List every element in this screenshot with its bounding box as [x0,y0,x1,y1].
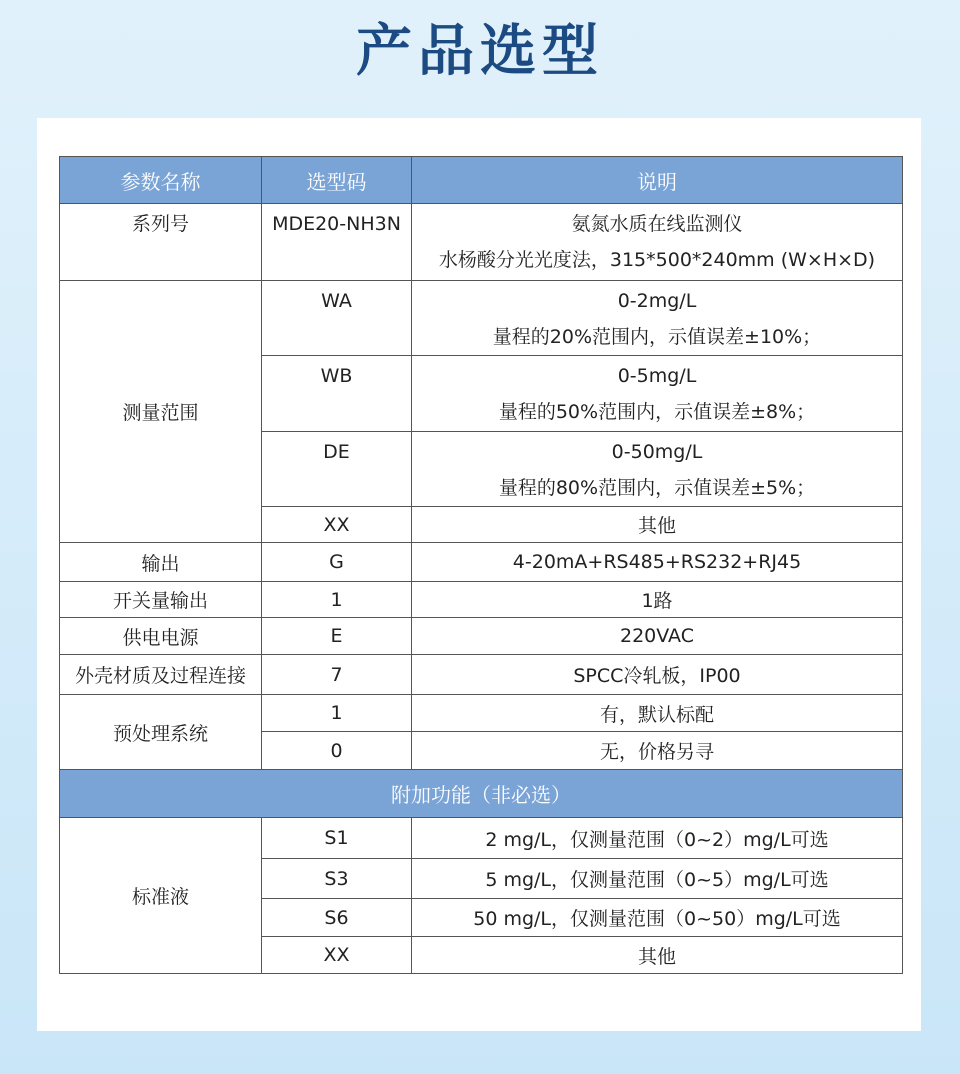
code-cell: S3 [262,859,412,899]
header-param: 参数名称 [60,157,262,204]
table-row [60,543,903,582]
code-cell: G [262,543,412,582]
desc-cell: 50 mg/L，仅测量范围（0~50）mg/L可选 [412,899,903,937]
param-name: 测量范围 [60,281,262,543]
header-desc: 说明 [412,157,903,204]
code-cell: 0 [262,732,412,770]
table-row [60,818,903,859]
code-cell: S6 [262,899,412,937]
code-cell: 7 [262,655,412,695]
param-name: 输出 [60,543,262,582]
desc-cell: 4-20mA+RS485+RS232+RJ45 [412,543,903,582]
param-name: 外壳材质及过程连接 [60,655,262,695]
table-row [60,618,903,655]
code-cell: S1 [262,818,412,859]
param-name: 标准液 [60,818,262,974]
table-row [60,655,903,695]
desc-cell: 5 mg/L，仅测量范围（0~5）mg/L可选 [412,859,903,899]
table-row [60,281,903,356]
code-cell: XX [262,937,412,974]
code-cell: MDE20-NH3N [262,204,412,281]
header-code: 选型码 [262,157,412,204]
code-cell: XX [262,507,412,543]
desc-cell: 220VAC [412,618,903,655]
table-row [60,582,903,618]
param-name: 供电电源 [60,618,262,655]
code-cell: DE [262,432,412,507]
code-cell: WB [262,356,412,432]
param-name: 开关量输出 [60,582,262,618]
code-cell: 1 [262,695,412,732]
desc-cell: 其他 [412,507,903,543]
desc-cell: 有，默认标配 [412,695,903,732]
desc-cell: 0-2mg/L 量程的20%范围内，示值误差±10%； [412,281,903,356]
code-cell: E [262,618,412,655]
desc-cell: 其他 [412,937,903,974]
desc-cell: 2 mg/L，仅测量范围（0~2）mg/L可选 [412,818,903,859]
selection-table [59,156,903,974]
addon-title: 附加功能（非必选） [60,770,903,818]
addon-header-row [60,770,903,818]
desc-cell: 氨氮水质在线监测仪 水杨酸分光光度法，315*500*240mm (W×H×D) [412,204,903,281]
desc-cell: 1路 [412,582,903,618]
table-row [60,695,903,732]
param-name: 预处理系统 [60,695,262,770]
code-cell: WA [262,281,412,356]
desc-cell: 0-50mg/L 量程的80%范围内，示值误差±5%； [412,432,903,507]
param-name: 系列号 [60,204,262,281]
header-row [60,157,903,204]
desc-cell: 无，价格另寻 [412,732,903,770]
table-row [60,204,903,281]
desc-cell: SPCC冷轧板，IP00 [412,655,903,695]
page-title: 产品选型 [356,19,604,84]
desc-cell: 0-5mg/L 量程的50%范围内，示值误差±8%； [412,356,903,432]
code-cell: 1 [262,582,412,618]
